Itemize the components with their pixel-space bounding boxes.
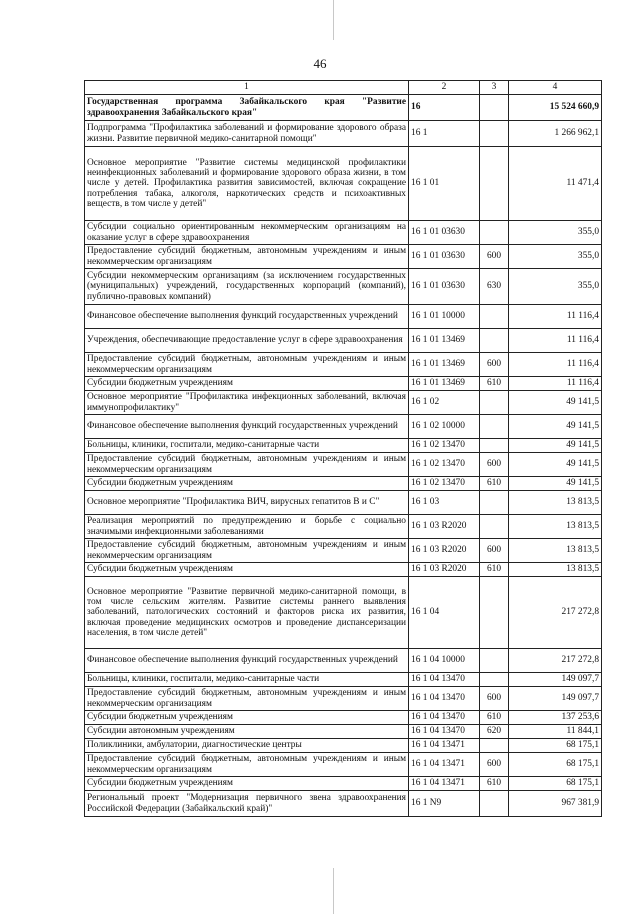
row-code-cell: 16 1 04 13470	[409, 687, 480, 711]
budget-table	[84, 80, 602, 817]
table-row	[85, 147, 602, 221]
row-amount-cell: 1 266 962,1	[509, 121, 602, 147]
row-expense-type-cell	[480, 439, 509, 453]
row-name-cell: Основное мероприятие "Профилактика ВИЧ, вирусных гепатитов В и С"	[85, 491, 409, 515]
row-amount-cell: 149 097,7	[509, 673, 602, 687]
column-header-3: 3	[480, 81, 509, 95]
row-expense-type-cell: 600	[480, 687, 509, 711]
row-expense-type-cell	[480, 791, 509, 817]
page-fold-line-bottom	[333, 868, 334, 914]
row-name-cell: Субсидии бюджетным учреждениям	[85, 563, 409, 577]
table-row	[85, 477, 602, 491]
page-number: 46	[313, 56, 327, 71]
row-amount-cell: 13 813,5	[509, 563, 602, 577]
row-amount-cell: 49 141,5	[509, 477, 602, 491]
table-row	[85, 563, 602, 577]
row-amount-cell: 217 272,8	[509, 577, 602, 649]
row-code-cell: 16 1 03	[409, 491, 480, 515]
row-code-cell: 16 1 01 13469	[409, 353, 480, 377]
row-name-cell: Учреждения, обеспечивающие предоставление услуг в сфере здравоохранения	[85, 329, 409, 353]
table-row	[85, 95, 602, 121]
row-amount-cell: 15 524 660,9	[509, 95, 602, 121]
row-expense-type-cell	[480, 391, 509, 415]
row-amount-cell: 11 116,4	[509, 377, 602, 391]
row-amount-cell: 49 141,5	[509, 415, 602, 439]
row-amount-cell: 68 175,1	[509, 777, 602, 791]
row-name-cell: Поликлиники, амбулатории, диагностические центры	[85, 739, 409, 753]
row-code-cell: 16 1 03 R2020	[409, 515, 480, 539]
table-row	[85, 673, 602, 687]
row-expense-type-cell	[480, 577, 509, 649]
table-row	[85, 539, 602, 563]
row-code-cell: 16 1 02 10000	[409, 415, 480, 439]
table-row	[85, 649, 602, 673]
row-code-cell: 16 1 01 10000	[409, 305, 480, 329]
row-name-cell: Больницы, клиники, госпитали, медико-санитарные части	[85, 673, 409, 687]
row-code-cell: 16 1 01 03630	[409, 269, 480, 305]
row-amount-cell: 149 097,7	[509, 687, 602, 711]
row-expense-type-cell: 600	[480, 353, 509, 377]
table-row	[85, 687, 602, 711]
row-name-cell: Подпрограмма "Профилактика заболеваний и формирование здорового образа жизни. Развитие первичной медико-санитарной помощи"	[85, 121, 409, 147]
row-name-cell: Основное мероприятие "Развитие первичной медико-санитарной помощи, в том числе сельским жителям. Развитие системы раннего выявления заболеваний, патологических состояний и факторов риска их развития, включая проведение медицинских осмотров и проведение диспансеризации населения, в том числе детей"	[85, 577, 409, 649]
row-name-cell: Финансовое обеспечение выполнения функций государственных учреждений	[85, 649, 409, 673]
row-expense-type-cell: 610	[480, 711, 509, 725]
row-expense-type-cell	[480, 415, 509, 439]
row-expense-type-cell: 600	[480, 453, 509, 477]
row-expense-type-cell: 610	[480, 477, 509, 491]
row-code-cell: 16 1 01	[409, 147, 480, 221]
row-name-cell: Региональный проект "Модернизация первичного звена здравоохранения Российской Федерации (Забайкальский край)"	[85, 791, 409, 817]
row-name-cell: Предоставление субсидий бюджетным, автономным учреждениям и иным некоммерческим организациям	[85, 453, 409, 477]
row-code-cell: 16 1 01 03630	[409, 245, 480, 269]
row-amount-cell: 49 141,5	[509, 439, 602, 453]
row-amount-cell: 355,0	[509, 221, 602, 245]
row-amount-cell: 11 116,4	[509, 305, 602, 329]
row-expense-type-cell	[480, 95, 509, 121]
table-row	[85, 711, 602, 725]
row-name-cell: Государственная программа Забайкальского края "Развитие здравоохранения Забайкальского края"	[85, 95, 409, 121]
row-code-cell: 16 1 04 13471	[409, 739, 480, 753]
table-row	[85, 753, 602, 777]
row-code-cell: 16 1 01 03630	[409, 221, 480, 245]
row-name-cell: Финансовое обеспечение выполнения функций государственных учреждений	[85, 305, 409, 329]
row-amount-cell: 355,0	[509, 245, 602, 269]
table-row	[85, 245, 602, 269]
row-expense-type-cell: 610	[480, 777, 509, 791]
row-amount-cell: 137 253,6	[509, 711, 602, 725]
row-expense-type-cell	[480, 649, 509, 673]
row-name-cell: Предоставление субсидий бюджетным, автономным учреждениям и иным некоммерческим организациям	[85, 687, 409, 711]
row-code-cell: 16 1	[409, 121, 480, 147]
budget-table-body	[85, 81, 602, 817]
row-expense-type-cell	[480, 147, 509, 221]
row-code-cell: 16 1 02	[409, 391, 480, 415]
table-row	[85, 269, 602, 305]
row-amount-cell: 68 175,1	[509, 753, 602, 777]
table-row	[85, 739, 602, 753]
table-row	[85, 221, 602, 245]
row-name-cell: Субсидии социально ориентированным некоммерческим организациям на оказание услуг в сфере здравоохранения	[85, 221, 409, 245]
row-expense-type-cell: 600	[480, 539, 509, 563]
table-row	[85, 439, 602, 453]
table-header-row	[85, 81, 602, 95]
row-code-cell: 16 1 03 R2020	[409, 563, 480, 577]
row-code-cell: 16 1 02 13470	[409, 453, 480, 477]
table-row	[85, 353, 602, 377]
row-expense-type-cell	[480, 305, 509, 329]
row-name-cell: Предоставление субсидий бюджетным, автономным учреждениям и иным некоммерческим организациям	[85, 245, 409, 269]
table-row	[85, 391, 602, 415]
row-name-cell: Субсидии бюджетным учреждениям	[85, 477, 409, 491]
row-name-cell: Предоставление субсидий бюджетным, автономным учреждениям и иным некоммерческим организациям	[85, 539, 409, 563]
row-amount-cell: 355,0	[509, 269, 602, 305]
row-name-cell: Основное мероприятие "Профилактика инфекционных заболеваний, включая иммунопрофилактику"	[85, 391, 409, 415]
row-expense-type-cell	[480, 739, 509, 753]
row-expense-type-cell: 600	[480, 245, 509, 269]
table-row	[85, 121, 602, 147]
row-amount-cell: 49 141,5	[509, 453, 602, 477]
table-row	[85, 305, 602, 329]
row-code-cell: 16 1 03 R2020	[409, 539, 480, 563]
row-name-cell: Реализация мероприятий по предупреждению и борьбе с социально значимыми инфекционными заболеваниями	[85, 515, 409, 539]
row-code-cell: 16 1 02 13470	[409, 477, 480, 491]
row-name-cell: Больницы, клиники, госпитали, медико-санитарные части	[85, 439, 409, 453]
row-expense-type-cell: 610	[480, 563, 509, 577]
row-expense-type-cell	[480, 673, 509, 687]
row-name-cell: Основное мероприятие "Развитие системы медицинской профилактики неинфекционных заболеваний и формирование здорового образа жизни, в том числе у детей. Профилактика развития зависимостей, включая сокращение потребления табака, алкоголя, наркотических средств и психоактивных веществ, в том числе у детей"	[85, 147, 409, 221]
row-expense-type-cell	[480, 329, 509, 353]
column-header-2: 2	[409, 81, 480, 95]
row-amount-cell: 11 471,4	[509, 147, 602, 221]
row-name-cell: Субсидии бюджетным учреждениям	[85, 777, 409, 791]
row-amount-cell: 49 141,5	[509, 391, 602, 415]
row-expense-type-cell	[480, 515, 509, 539]
table-row	[85, 725, 602, 739]
column-header-1: 1	[85, 81, 409, 95]
table-row	[85, 491, 602, 515]
row-code-cell: 16 1 04	[409, 577, 480, 649]
row-expense-type-cell: 600	[480, 753, 509, 777]
table-row	[85, 791, 602, 817]
row-amount-cell: 13 813,5	[509, 515, 602, 539]
row-code-cell: 16 1 04 13471	[409, 777, 480, 791]
column-header-4: 4	[509, 81, 602, 95]
row-code-cell: 16 1 01 13469	[409, 377, 480, 391]
table-row	[85, 377, 602, 391]
row-amount-cell: 13 813,5	[509, 539, 602, 563]
row-amount-cell: 68 175,1	[509, 739, 602, 753]
table-row	[85, 415, 602, 439]
table-row	[85, 329, 602, 353]
row-amount-cell: 11 116,4	[509, 353, 602, 377]
row-code-cell: 16 1 04 13470	[409, 725, 480, 739]
row-expense-type-cell	[480, 121, 509, 147]
row-expense-type-cell: 610	[480, 377, 509, 391]
row-expense-type-cell: 620	[480, 725, 509, 739]
table-row	[85, 515, 602, 539]
row-code-cell: 16 1 04 13470	[409, 711, 480, 725]
row-amount-cell: 217 272,8	[509, 649, 602, 673]
table-row	[85, 577, 602, 649]
table-row	[85, 453, 602, 477]
table-row	[85, 777, 602, 791]
row-name-cell: Предоставление субсидий бюджетным, автономным учреждениям и иным некоммерческим организациям	[85, 353, 409, 377]
row-expense-type-cell: 630	[480, 269, 509, 305]
row-expense-type-cell	[480, 491, 509, 515]
row-amount-cell: 967 381,9	[509, 791, 602, 817]
row-name-cell: Субсидии бюджетным учреждениям	[85, 377, 409, 391]
row-code-cell: 16 1 04 13470	[409, 673, 480, 687]
row-code-cell: 16 1 04 10000	[409, 649, 480, 673]
row-amount-cell: 11 116,4	[509, 329, 602, 353]
row-code-cell: 16 1 02 13470	[409, 439, 480, 453]
row-name-cell: Субсидии автономным учреждениям	[85, 725, 409, 739]
page-fold-line-top	[333, 0, 334, 40]
row-expense-type-cell	[480, 221, 509, 245]
row-code-cell: 16 1 01 13469	[409, 329, 480, 353]
row-name-cell: Предоставление субсидий бюджетным, автономным учреждениям и иным некоммерческим организациям	[85, 753, 409, 777]
row-name-cell: Субсидии бюджетным учреждениям	[85, 711, 409, 725]
row-name-cell: Субсидии некоммерческим организациям (за исключением государственных (муниципальных) учреждений, государственных корпораций (компаний), публично-правовых компаний)	[85, 269, 409, 305]
row-code-cell: 16 1 N9	[409, 791, 480, 817]
row-amount-cell: 13 813,5	[509, 491, 602, 515]
row-name-cell: Финансовое обеспечение выполнения функций государственных учреждений	[85, 415, 409, 439]
row-code-cell: 16	[409, 95, 480, 121]
row-code-cell: 16 1 04 13471	[409, 753, 480, 777]
row-amount-cell: 11 844,1	[509, 725, 602, 739]
